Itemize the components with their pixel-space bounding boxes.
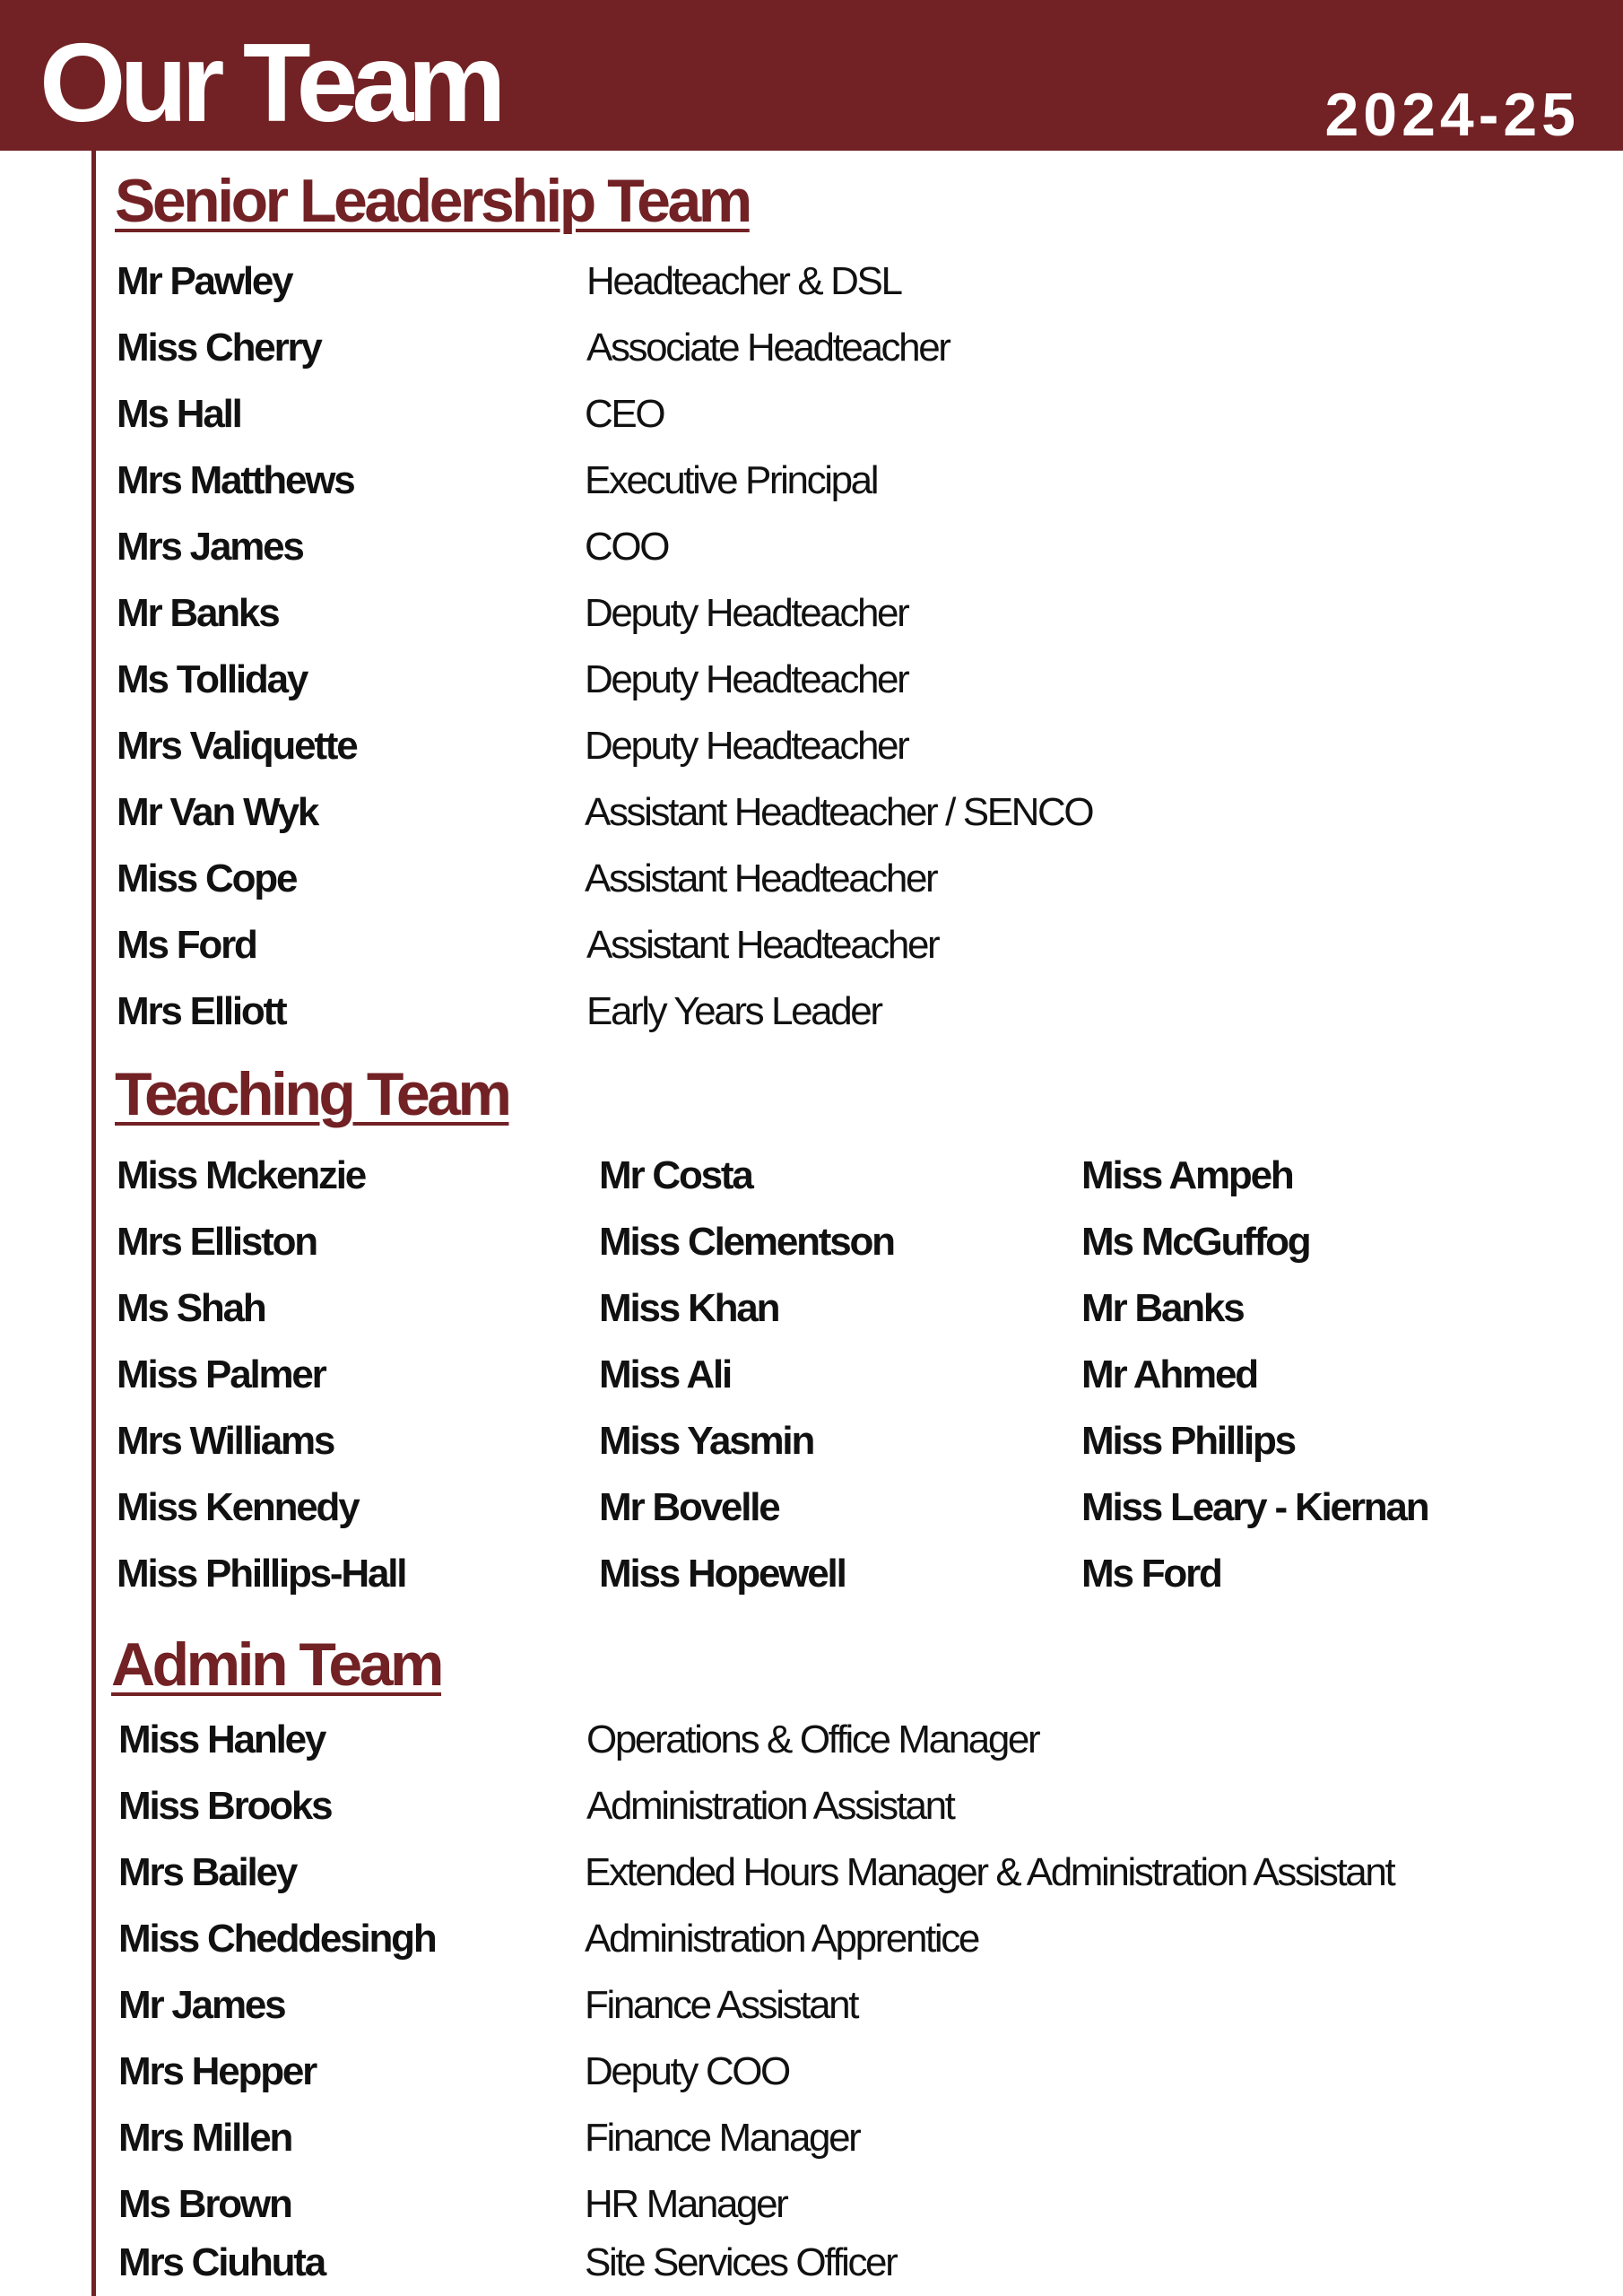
admin-team-heading: Admin Team <box>111 1631 442 1699</box>
teacher-name: Mrs Williams <box>117 1419 334 1463</box>
list-item <box>0 1906 1623 1972</box>
member-name: Mrs Valiquette <box>117 724 357 768</box>
member-role: Executive Principal <box>585 458 878 502</box>
list-item <box>0 2230 1623 2296</box>
list-item <box>0 1707 1623 1773</box>
teacher-name: Miss Phillips <box>1081 1419 1295 1463</box>
teacher-name: Ms McGuffog <box>1081 1220 1310 1264</box>
list-item <box>0 2105 1623 2171</box>
table-row <box>0 1408 1623 1474</box>
list-item <box>0 2039 1623 2105</box>
member-name: Ms Brown <box>118 2182 291 2226</box>
teacher-name: Miss Clementson <box>599 1220 894 1264</box>
member-role: Assistant Headteacher <box>586 923 939 967</box>
member-name: Mrs Elliott <box>117 989 286 1033</box>
list-item <box>0 381 1623 448</box>
table-row <box>0 1342 1623 1408</box>
member-name: Ms Hall <box>117 392 241 436</box>
table-row <box>0 1275 1623 1342</box>
table-row <box>0 1474 1623 1541</box>
teacher-name: Miss Palmer <box>117 1352 325 1396</box>
teacher-name: Mr Bovelle <box>599 1485 779 1529</box>
member-role: Operations & Office Manager <box>586 1718 1039 1761</box>
list-item <box>0 248 1623 315</box>
teacher-name: Mr Ahmed <box>1081 1352 1257 1396</box>
member-role: Associate Headteacher <box>586 326 950 370</box>
member-role: Assistant Headteacher / SENCO <box>585 790 1093 834</box>
teacher-name: Miss Hopewell <box>599 1552 846 1596</box>
list-item <box>0 912 1623 978</box>
school-year: 2024-25 <box>1324 81 1580 149</box>
list-item <box>0 1839 1623 1906</box>
teacher-name: Miss Ampeh <box>1081 1153 1293 1197</box>
member-role: Site Services Officer <box>585 2240 897 2284</box>
teacher-name: Miss Khan <box>599 1286 779 1330</box>
member-name: Mrs James <box>117 525 303 569</box>
member-role: Deputy Headteacher <box>585 591 908 635</box>
table-row <box>0 1143 1623 1209</box>
member-role: HR Manager <box>585 2182 787 2226</box>
list-item <box>0 514 1623 580</box>
member-role: Deputy COO <box>585 2049 789 2093</box>
teacher-name: Mr Costa <box>599 1153 752 1197</box>
teaching-team-heading: Teaching Team <box>115 1060 509 1128</box>
teacher-name: Miss Yasmin <box>599 1419 814 1463</box>
member-name: Mr Van Wyk <box>117 790 318 834</box>
member-name: Miss Cherry <box>117 326 321 370</box>
member-role: Finance Assistant <box>585 1983 858 2027</box>
teacher-name: Miss Ali <box>599 1352 732 1396</box>
member-name: Mrs Bailey <box>118 1850 297 1894</box>
senior-leadership-heading: Senior Leadership Team <box>115 167 750 235</box>
member-role: Early Years Leader <box>586 989 881 1033</box>
member-name: Miss Cope <box>117 857 297 900</box>
teacher-name: Miss Kennedy <box>117 1485 359 1529</box>
member-name: Mr Banks <box>117 591 279 635</box>
list-item <box>0 647 1623 713</box>
member-name: Mrs Hepper <box>118 2049 317 2093</box>
teacher-name: Miss Leary - Kiernan <box>1081 1485 1428 1529</box>
page-title: Our Team <box>39 22 500 145</box>
table-row <box>0 1209 1623 1275</box>
member-name: Ms Ford <box>117 923 256 967</box>
table-row <box>0 1541 1623 1607</box>
teacher-name: Miss Phillips-Hall <box>117 1552 406 1596</box>
member-role: CEO <box>585 392 664 436</box>
member-role: Deputy Headteacher <box>585 657 908 701</box>
member-role: COO <box>585 525 669 569</box>
teacher-name: Ms Ford <box>1081 1552 1221 1596</box>
member-name: Mrs Ciuhuta <box>118 2240 325 2284</box>
member-name: Mr James <box>118 1983 285 2027</box>
member-name: Miss Hanley <box>118 1718 325 1761</box>
member-role: Assistant Headteacher <box>585 857 937 900</box>
list-item <box>0 2171 1623 2238</box>
member-role: Headteacher & DSL <box>586 259 901 303</box>
list-item <box>0 1773 1623 1839</box>
member-role: Administration Assistant <box>586 1784 954 1828</box>
teacher-name: Ms Shah <box>117 1286 265 1330</box>
member-name: Mr Pawley <box>117 259 292 303</box>
list-item <box>0 580 1623 647</box>
teacher-name: Mr Banks <box>1081 1286 1244 1330</box>
member-role: Extended Hours Manager & Administration Assistant <box>585 1850 1394 1894</box>
list-item <box>0 978 1623 1045</box>
teacher-name: Miss Mckenzie <box>117 1153 366 1197</box>
member-name: Ms Tolliday <box>117 657 308 701</box>
member-name: Mrs Matthews <box>117 458 354 502</box>
list-item <box>0 315 1623 381</box>
list-item <box>0 1972 1623 2039</box>
list-item <box>0 448 1623 514</box>
member-name: Miss Brooks <box>118 1784 332 1828</box>
list-item <box>0 846 1623 912</box>
member-role: Finance Manager <box>585 2116 860 2160</box>
teacher-name: Mrs Elliston <box>117 1220 317 1264</box>
member-name: Mrs Millen <box>118 2116 292 2160</box>
member-role: Deputy Headteacher <box>585 724 908 768</box>
list-item <box>0 713 1623 779</box>
member-name: Miss Cheddesingh <box>118 1917 436 1961</box>
member-role: Administration Apprentice <box>585 1917 978 1961</box>
list-item <box>0 779 1623 846</box>
